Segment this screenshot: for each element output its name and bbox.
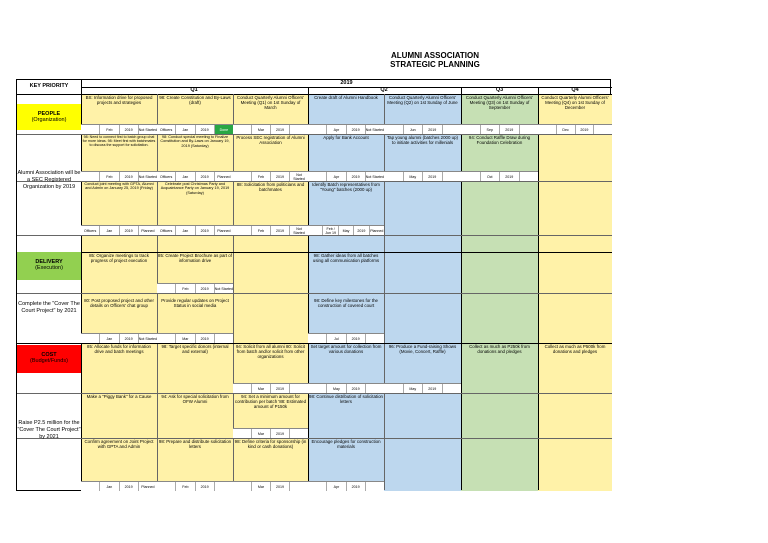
- task-cell: [81, 393, 157, 438]
- task-meta-row: [308, 333, 384, 343]
- task-text: Set target amount for collection from various donations: [310, 344, 382, 354]
- task-meta-row: [157, 225, 233, 235]
- meta-field: Planned: [138, 482, 157, 491]
- strategic-planning-table: [16, 79, 611, 491]
- meta-field: Not Started: [289, 226, 308, 235]
- task-cell: [157, 343, 233, 393]
- meta-field: [519, 125, 539, 134]
- task-text: Confirm agreement on Joint Project with GPTA and Admin: [84, 439, 154, 449]
- task-cell: [157, 252, 233, 293]
- task-cell: [233, 94, 308, 134]
- meta-field: [384, 172, 403, 181]
- task-cell: [81, 94, 157, 134]
- task-cell: [461, 94, 538, 134]
- meta-field: Officers: [159, 127, 173, 132]
- task-cell: [157, 438, 233, 491]
- meta-field: Mar: [251, 482, 270, 491]
- meta-field: 2019: [422, 384, 442, 393]
- task-text: Make a "Piggy Bank" for a Cause: [86, 394, 152, 399]
- status-done-badge: Done: [214, 125, 233, 134]
- q4-header: Q4: [571, 87, 579, 93]
- meta-field: [519, 172, 539, 181]
- task-text: BS: Information drive for proposed projects and strategies: [85, 95, 153, 105]
- meta-field: Feb: [175, 284, 194, 293]
- task-cell: [461, 343, 538, 393]
- people-title: PEOPLE: [37, 111, 61, 117]
- task-text: Conduct Quarterly Alumni Officers' Meeting (Q3) on 1st Sunday of September: [465, 95, 534, 110]
- meta-field: [365, 482, 384, 491]
- task-cell: [233, 181, 308, 235]
- task-cell: [81, 438, 157, 491]
- q1-header: Q1: [190, 87, 198, 93]
- meta-field: [233, 226, 251, 235]
- meta-field: [365, 384, 384, 393]
- meta-field: 2019: [353, 226, 368, 235]
- task-meta-row: [157, 283, 233, 293]
- q3-header: Q3: [495, 87, 504, 93]
- meta-field: Not Started: [365, 125, 384, 134]
- task-text: 98: Prepare and distribute solicitation letters: [158, 439, 232, 449]
- task-text: 98: Target specific donors (internal and external): [161, 344, 229, 354]
- meta-field: 2019: [346, 482, 365, 491]
- meta-field: [308, 334, 326, 343]
- meta-field: 2019: [270, 384, 289, 393]
- meta-field: Jan: [175, 226, 194, 235]
- meta-field: Mar: [251, 384, 270, 393]
- meta-field: 2019: [270, 429, 289, 438]
- cost-box: [17, 345, 81, 373]
- meta-field: [289, 482, 308, 491]
- task-meta-row: [157, 124, 233, 134]
- meta-field: Not Started: [289, 172, 308, 181]
- meta-field: Planned: [214, 172, 233, 181]
- task-meta-row: [308, 481, 384, 491]
- cost-sub: (Budget/Funds): [30, 358, 68, 364]
- meta-field: [214, 334, 233, 343]
- meta-field: [233, 482, 251, 491]
- delivery-goal: Complete the "Cover The Court Project" by 2021: [18, 301, 80, 314]
- task-text: 94: Set a minimum amount for contribution per batch '88: Estimated amount of P150k: [234, 394, 307, 409]
- meta-field: Planned: [369, 226, 384, 235]
- task-cell: [308, 134, 384, 181]
- meta-field: Feb: [251, 226, 270, 235]
- meta-field: Planned: [138, 226, 157, 235]
- task-meta-row: [461, 171, 538, 181]
- meta-field: Apr: [326, 172, 345, 181]
- task-cell: [384, 94, 461, 134]
- task-cell: [233, 393, 308, 438]
- meta-field: [442, 172, 462, 181]
- task-meta-row: [157, 171, 233, 181]
- meta-field: 2019: [195, 284, 214, 293]
- meta-field: Oct: [480, 172, 500, 181]
- task-text: Apply for Bank Account: [323, 135, 369, 140]
- meta-field: [81, 334, 99, 343]
- task-meta-row: [233, 383, 308, 393]
- meta-field: [308, 125, 326, 134]
- meta-field: Jan: [175, 125, 194, 134]
- task-text: Conduct Quarterly Alumni Officers' Meeting (Q2) on 1st Sunday of June: [387, 95, 458, 105]
- meta-field: 2019: [422, 125, 442, 134]
- task-cell: [538, 343, 612, 393]
- meta-field: May: [403, 172, 423, 181]
- task-text: Identify Batch representatives from "Young" batches (2000 up): [312, 182, 380, 192]
- meta-field: 2019: [270, 172, 289, 181]
- meta-field: 2019: [119, 172, 138, 181]
- task-cell: [81, 181, 157, 235]
- meta-field: [233, 172, 251, 181]
- meta-field: 2019: [195, 482, 214, 491]
- meta-field: Planned: [214, 226, 233, 235]
- task-text: Collect as much as P250k from donations and pledges: [469, 344, 530, 354]
- meta-field: 2019: [270, 125, 289, 134]
- meta-field: Jan: [99, 482, 118, 491]
- meta-field: 2019: [575, 125, 594, 134]
- task-text: Celebrate post Christmas Party and Acquaintance Party on January 19, 2019 (Saturday): [160, 182, 230, 195]
- task-text: 88: Solicitation from politicians and batchmates: [236, 182, 305, 192]
- task-meta-row: [384, 383, 461, 393]
- people-box: [17, 104, 81, 130]
- task-cell: [157, 393, 233, 438]
- task-text: 85: Create Project Brochure as part of information drive: [158, 253, 232, 263]
- meta-field: 2019: [422, 172, 442, 181]
- meta-field: 2019: [119, 482, 138, 491]
- task-text: Provide regular updates on Project Status in social media: [161, 298, 229, 308]
- task-text: 96: Produce a Fund-raising Shows (Movie, Concert, Raffle): [388, 344, 457, 354]
- meta-field: Officers: [159, 174, 173, 179]
- task-cell: [157, 297, 233, 343]
- meta-field: [289, 429, 308, 438]
- task-text: 98: Create Constitution and By-Laws (draft): [159, 95, 231, 105]
- task-cell: [308, 343, 384, 393]
- people-sub: (Organization): [31, 117, 67, 123]
- meta-field: [384, 125, 403, 134]
- task-text: 98: Define key milestones for the construction of covered court: [314, 298, 378, 308]
- meta-field: 2019: [346, 172, 365, 181]
- task-cell: [157, 134, 233, 181]
- meta-field: 2019: [270, 482, 289, 491]
- meta-field: 2019: [346, 384, 365, 393]
- meta-field: [538, 125, 556, 134]
- meta-field: Officers: [159, 228, 173, 233]
- task-meta-row: [308, 383, 384, 393]
- meta-field: Not Started: [138, 125, 157, 134]
- task-meta-row: [233, 481, 308, 491]
- task-meta-row: [233, 124, 308, 134]
- task-cell: [81, 252, 157, 293]
- meta-field: [461, 172, 480, 181]
- task-cell: [157, 181, 233, 235]
- key-priority-header: KEY PRIORITY: [29, 83, 69, 89]
- delivery-box: [17, 252, 81, 280]
- task-text: Encourage pledges for construction materials: [311, 439, 381, 449]
- meta-field: 2019: [499, 172, 519, 181]
- meta-field: [289, 384, 308, 393]
- doc-title-line1: ALUMNI ASSOCIATION: [391, 51, 479, 60]
- meta-field: Jun: [403, 125, 423, 134]
- meta-field: May: [403, 384, 423, 393]
- task-text: 94: Conduct Raffle Draw during Foundation Celebration: [468, 135, 531, 145]
- meta-field: Feb / Jun 19: [322, 226, 337, 235]
- task-cell: [81, 297, 157, 343]
- task-text: Create draft of Alumni Handbook: [314, 95, 378, 100]
- task-text: 80: Post proposed project and other details on Officers' chat group: [84, 298, 154, 308]
- task-meta-row: [384, 171, 461, 181]
- meta-field: [593, 125, 612, 134]
- meta-field: 2019: [499, 125, 519, 134]
- meta-field: 2019: [195, 334, 214, 343]
- task-meta-row: [384, 124, 461, 134]
- meta-field: [308, 482, 326, 491]
- meta-field: 2019: [195, 172, 214, 181]
- meta-field: 2019: [346, 125, 365, 134]
- task-meta-row: [308, 171, 384, 181]
- task-meta-row: [81, 481, 157, 491]
- task-cell: [233, 134, 308, 181]
- meta-field: Feb: [175, 482, 194, 491]
- task-meta-row: [538, 124, 612, 134]
- meta-field: May: [338, 226, 353, 235]
- meta-field: Not Started: [138, 172, 157, 181]
- task-cell: [538, 94, 612, 134]
- task-meta-row: [157, 481, 233, 491]
- meta-field: [157, 334, 175, 343]
- meta-field: Mar: [175, 334, 194, 343]
- delivery-title: DELIVERY: [35, 259, 63, 265]
- meta-field: [233, 125, 251, 134]
- meta-field: [233, 384, 251, 393]
- task-text: 85: Allocate funds for information drive and batch meetings: [87, 344, 151, 354]
- task-meta-row: [81, 171, 157, 181]
- meta-field: [157, 482, 175, 491]
- meta-field: [233, 429, 251, 438]
- meta-field: 2019: [195, 125, 214, 134]
- meta-field: Dec: [556, 125, 575, 134]
- task-cell: [233, 438, 308, 491]
- meta-field: [214, 482, 233, 491]
- task-meta-row: [308, 124, 384, 134]
- meta-field: Apr: [326, 482, 345, 491]
- year-header: 2019: [340, 80, 353, 86]
- meta-field: Jul: [326, 334, 345, 343]
- meta-field: 2019: [195, 226, 214, 235]
- task-meta-row: [81, 333, 157, 343]
- task-meta-row: [233, 428, 308, 438]
- meta-field: [384, 384, 403, 393]
- task-cell: [81, 343, 157, 393]
- q2-header: Q2: [380, 87, 388, 93]
- meta-field: Jan: [175, 172, 194, 181]
- task-cell: [308, 438, 384, 491]
- delivery-sub: (Execution): [35, 265, 63, 271]
- task-meta-row: [81, 225, 157, 235]
- task-text: 85: Organize meetings to track progress of project execution: [89, 253, 149, 263]
- cost-title: COST: [41, 352, 57, 358]
- task-cell: [157, 94, 233, 134]
- task-text: Conduct joint meeting with GPTA, Alumni and Admin on January 25, 2019 (Friday): [84, 182, 154, 191]
- meta-field: [308, 172, 326, 181]
- task-cell: [384, 134, 461, 181]
- meta-field: [81, 125, 99, 134]
- meta-field: [289, 125, 308, 134]
- task-text: Conduct Quarterly Alumni Officers' Meeting (Q1) on 1st Sunday of March: [236, 95, 305, 110]
- doc-title-line2: STRATEGIC PLANNING: [390, 60, 480, 69]
- task-cell: [81, 134, 157, 181]
- meta-field: [157, 284, 175, 293]
- task-cell: [308, 252, 384, 293]
- task-meta-row: [308, 225, 384, 235]
- task-meta-row: [233, 171, 308, 181]
- meta-field: Not Started: [138, 334, 157, 343]
- meta-field: [81, 172, 99, 181]
- meta-field: Feb: [99, 172, 118, 181]
- task-meta-row: [157, 333, 233, 343]
- task-meta-row: [81, 124, 157, 134]
- meta-field: Jan: [99, 226, 118, 235]
- task-cell: [384, 343, 461, 393]
- meta-field: 2019: [119, 334, 138, 343]
- task-text: 98: Define criteria for sponsorship (in kind or cash donations): [234, 439, 307, 449]
- task-text: 98: Gather ideas from all batches using all communication platforms: [312, 253, 380, 263]
- meta-field: Not Started: [365, 172, 384, 181]
- people-goal: Alumni Association will be a SEC Registered Organization by 2019: [17, 170, 81, 190]
- meta-field: Mar: [251, 125, 270, 134]
- meta-field: Feb: [251, 172, 270, 181]
- task-text: 98: Conduct special meeting to Finalize Constitution and By-Laws on January 19, 2019 (Saturday): [160, 135, 230, 148]
- meta-field: [308, 384, 326, 393]
- meta-field: Officers: [83, 228, 97, 233]
- meta-field: Feb: [99, 125, 118, 134]
- meta-field: [365, 334, 384, 343]
- task-cell: [308, 94, 384, 134]
- task-text: 98: Continue distribution of solicitation letters: [309, 394, 383, 404]
- task-cell: [308, 181, 384, 235]
- meta-field: [81, 482, 99, 491]
- meta-field: [461, 125, 480, 134]
- task-text: Conduct Quarterly Alumni Officers' Meeting (Q4) on 1st Sunday of December: [541, 95, 609, 110]
- meta-field: 2019: [270, 226, 289, 235]
- meta-field: Not Started: [214, 284, 233, 293]
- task-cell: [233, 343, 308, 393]
- meta-field: [442, 384, 462, 393]
- meta-field: [442, 125, 462, 134]
- meta-field: May: [326, 384, 345, 393]
- meta-field: 2019: [346, 334, 365, 343]
- cost-goal: Raise P2.5 million for the "Cover The Court Project" by 2021: [17, 420, 81, 440]
- task-text: 94: Solicit from all alumni 80: Solicit from batch and/or solicit from other organizations: [235, 344, 306, 359]
- task-meta-row: [233, 225, 308, 235]
- task-cell: [308, 393, 384, 438]
- meta-field: Apr: [326, 125, 345, 134]
- task-meta-row: [461, 124, 538, 134]
- task-text: Process SEC registration of Alumni Association: [236, 135, 305, 145]
- meta-field: 2019: [119, 226, 138, 235]
- task-text: Collect as much as P500k from donations and pledges: [544, 344, 606, 354]
- meta-field: [308, 226, 322, 235]
- meta-field: Sep: [480, 125, 500, 134]
- meta-field: Mar: [251, 429, 270, 438]
- task-text: 94: Ask for special solicitation from OFW Alumni: [161, 394, 229, 404]
- task-text: 98: Need to connect first to batch group chat for more ideas. 98: Meet first with batchmates to discuss the support for solicitation.: [82, 135, 156, 148]
- meta-field: 2019: [119, 125, 138, 134]
- task-cell: [461, 134, 538, 181]
- meta-field: Jan: [99, 334, 118, 343]
- task-text: Tap young alumni (batches 2000 up) to initiate activities for millenials: [386, 135, 459, 145]
- task-cell: [308, 297, 384, 343]
